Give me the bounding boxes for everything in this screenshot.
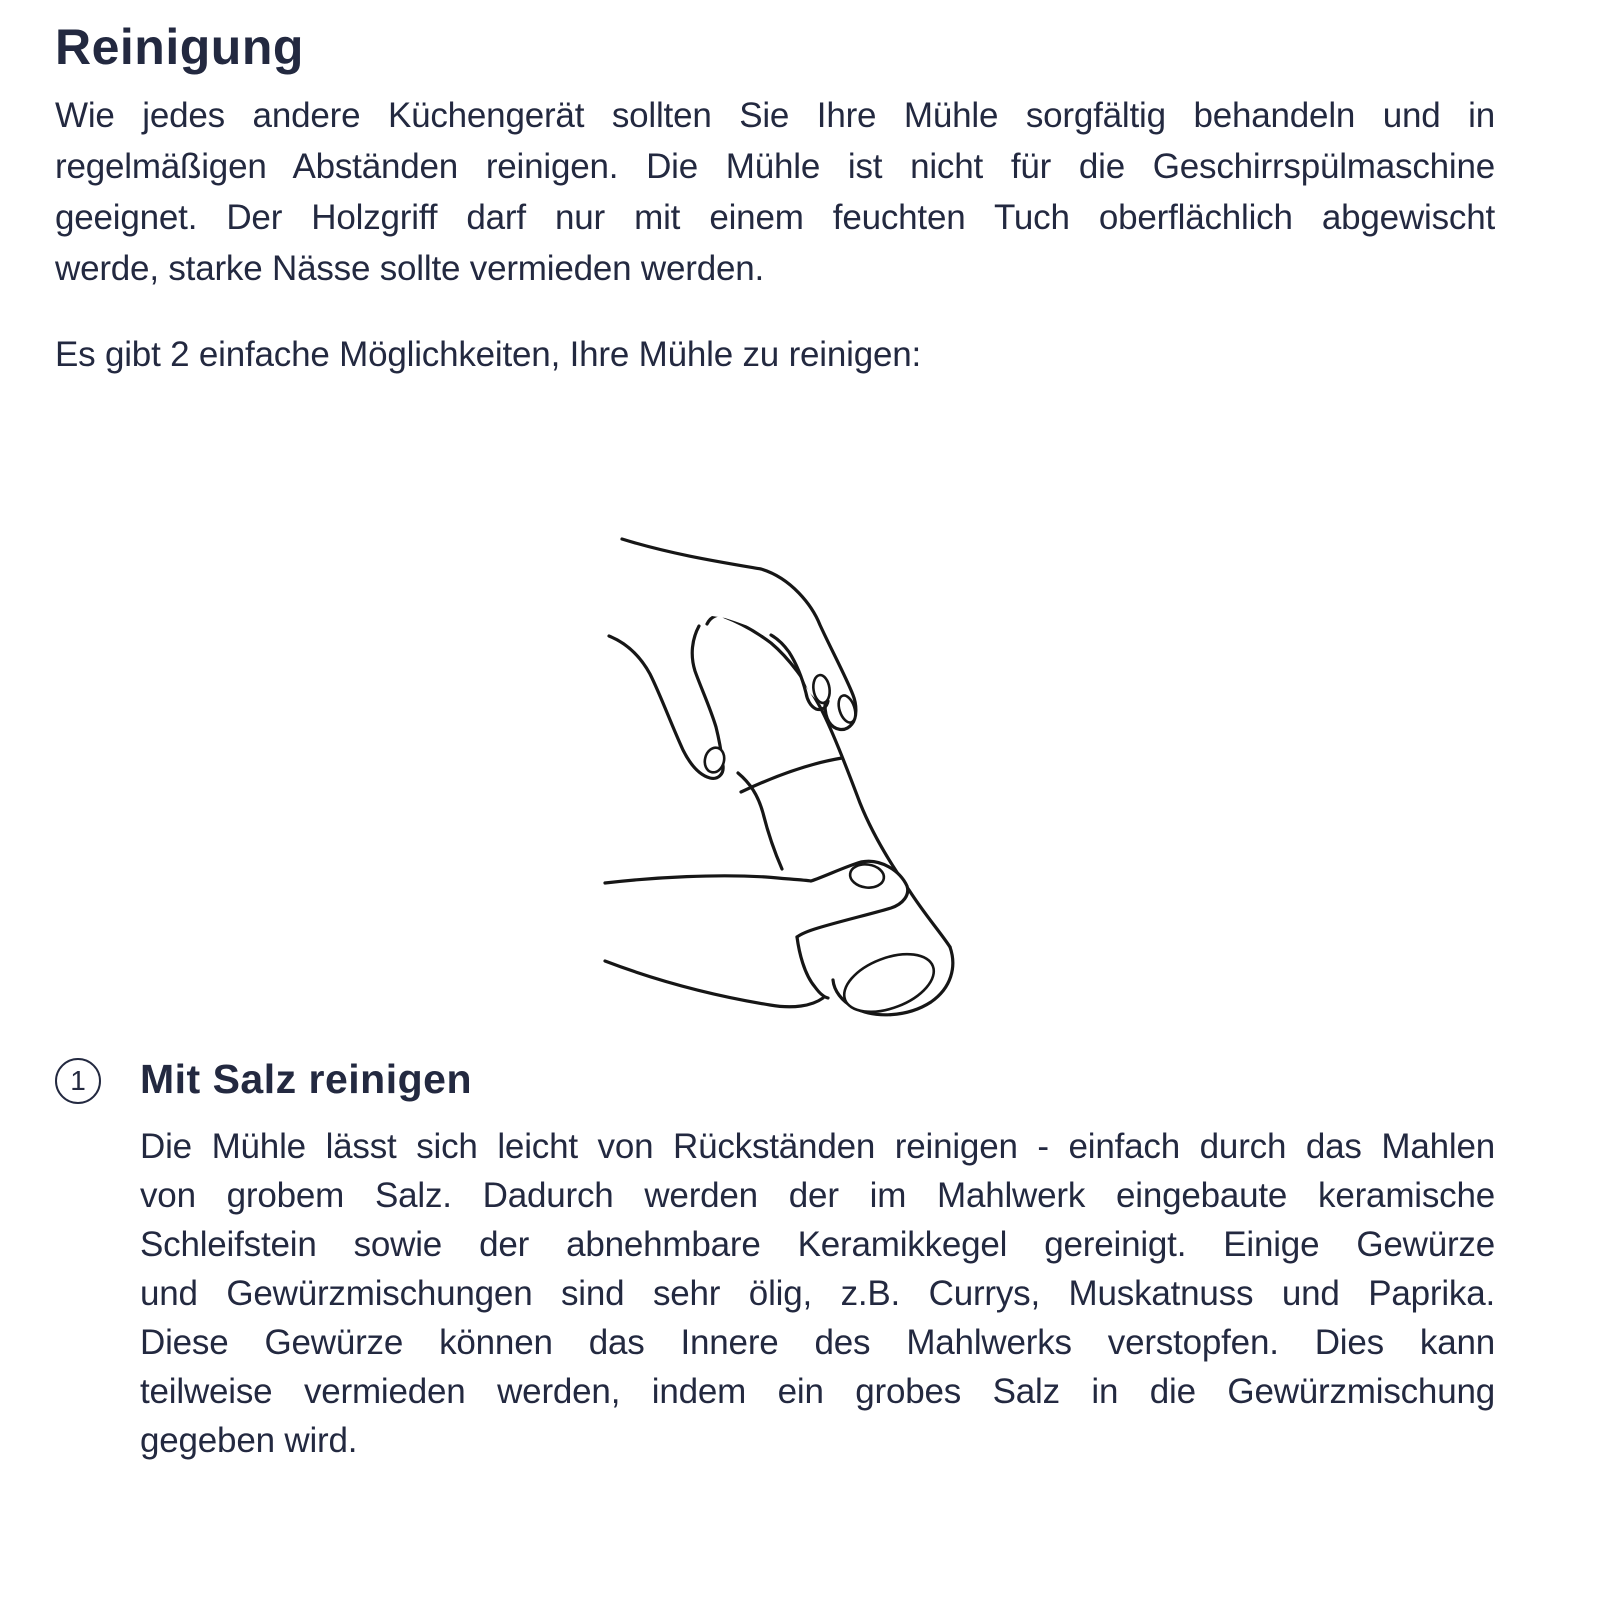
hands-twisting-mill-drawing bbox=[565, 525, 965, 1025]
step-line: Diese Gewürze können das Innere des Mahlwerks verstopfen. Dies kann bbox=[140, 1323, 1495, 1362]
mill-cleaning-illustration bbox=[565, 525, 965, 1025]
mill-left-edge bbox=[738, 773, 782, 869]
step-number: 1 bbox=[70, 1065, 86, 1096]
step-line: gegeben wird. bbox=[140, 1421, 358, 1460]
step-title: Mit Salz reinigen bbox=[140, 1056, 472, 1102]
mill-opening-ellipse bbox=[836, 943, 942, 1023]
step-line: und Gewürzmischungen sind sehr ölig, z.B. Currys, Muskatnuss und Paprika. bbox=[140, 1274, 1495, 1313]
intro-paragraph bbox=[55, 90, 1495, 294]
intro-line: regelmäßigen Abständen reinigen. Die Mühle ist nicht für die Geschirrspülmaschine bbox=[55, 147, 1495, 186]
step-line: teilweise vermieden werden, indem ein grobes Salz in die Gewürzmischung bbox=[140, 1372, 1495, 1411]
intro-line: geeignet. Der Holzgriff darf nur mit einem feuchten Tuch oberflächlich abgewischt bbox=[55, 198, 1495, 237]
step-line: Die Mühle lässt sich leicht von Rückständen reinigen - einfach durch das Mahlen bbox=[140, 1127, 1495, 1166]
step-line: Schleifstein sowie der abnehmbare Keramikkegel gereinigt. Einige Gewürze bbox=[140, 1225, 1495, 1264]
methods-intro-text: Es gibt 2 einfache Möglichkeiten, Ihre Mühle zu reinigen: bbox=[55, 335, 922, 374]
methods-intro bbox=[55, 328, 1495, 382]
intro-line: Wie jedes andere Küchengerät sollten Sie Ihre Mühle sorgfältig behandeln und in bbox=[55, 96, 1495, 135]
page-title: Reinigung bbox=[55, 19, 304, 75]
step-paragraph bbox=[140, 1122, 1495, 1465]
intro-line: werde, starke Nässe sollte vermieden werden. bbox=[55, 249, 765, 288]
step-line: von grobem Salz. Dadurch werden der im Mahlwerk eingebaute keramische bbox=[140, 1176, 1495, 1215]
mill-band-line bbox=[741, 758, 842, 792]
step-number-badge bbox=[55, 1058, 101, 1104]
upper-hand-fill bbox=[609, 537, 856, 776]
